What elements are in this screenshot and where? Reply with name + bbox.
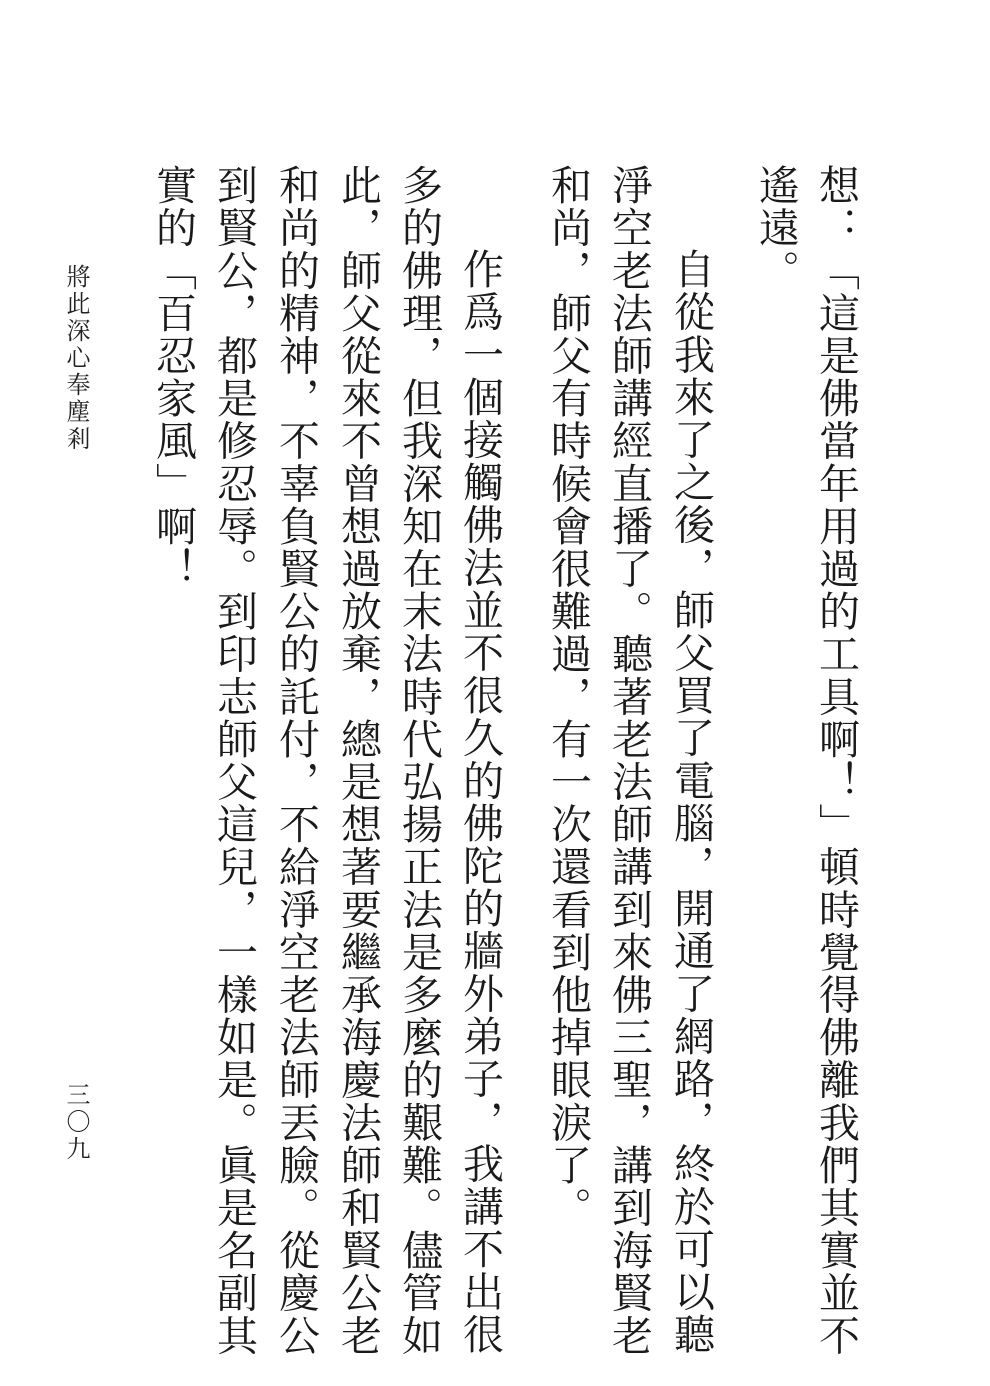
text-column-9: 和尚的精神，不辜負賢公的託付，不給淨空老法師丟臉。從慶公: [272, 164, 320, 1357]
text-column-7: 多的佛理，但我深知在末法時代弘揚正法是多麼的艱難。儘管如: [395, 164, 443, 1357]
text-column-1: 想：「這是佛當年用過的工具啊！」頓時覺得佛離我們其實並不: [812, 164, 860, 1357]
text-column-6: 作爲一個接觸佛法並不很久的佛陀的牆外弟子，我講不出很: [456, 248, 504, 1356]
text-column-8: 此，師父從來不曾想過放棄，總是想著要繼承海慶法師和賢公老: [334, 164, 382, 1357]
running-title: 將此深心奉塵剎: [62, 264, 90, 453]
text-column-3: 自從我來了之後，師父買了電腦，開通了網路，終於可以聽: [667, 248, 715, 1356]
text-column-10: 到賢公，都是修忍辱。到印志師父這兒，一樣如是。眞是名副其: [210, 164, 258, 1357]
text-column-11: 實的「百忍家風」啊！: [149, 164, 197, 590]
text-column-2: 遙遠。: [752, 164, 800, 292]
text-column-5: 和尚，師父有時候會很難過，有一次還看到他掉眼淚了。: [544, 164, 592, 1229]
page-number: 三〇九: [62, 1082, 90, 1163]
text-column-4: 淨空老法師講經直播了。聽著老法師講到來佛三聖，講到海賢老: [605, 164, 653, 1357]
